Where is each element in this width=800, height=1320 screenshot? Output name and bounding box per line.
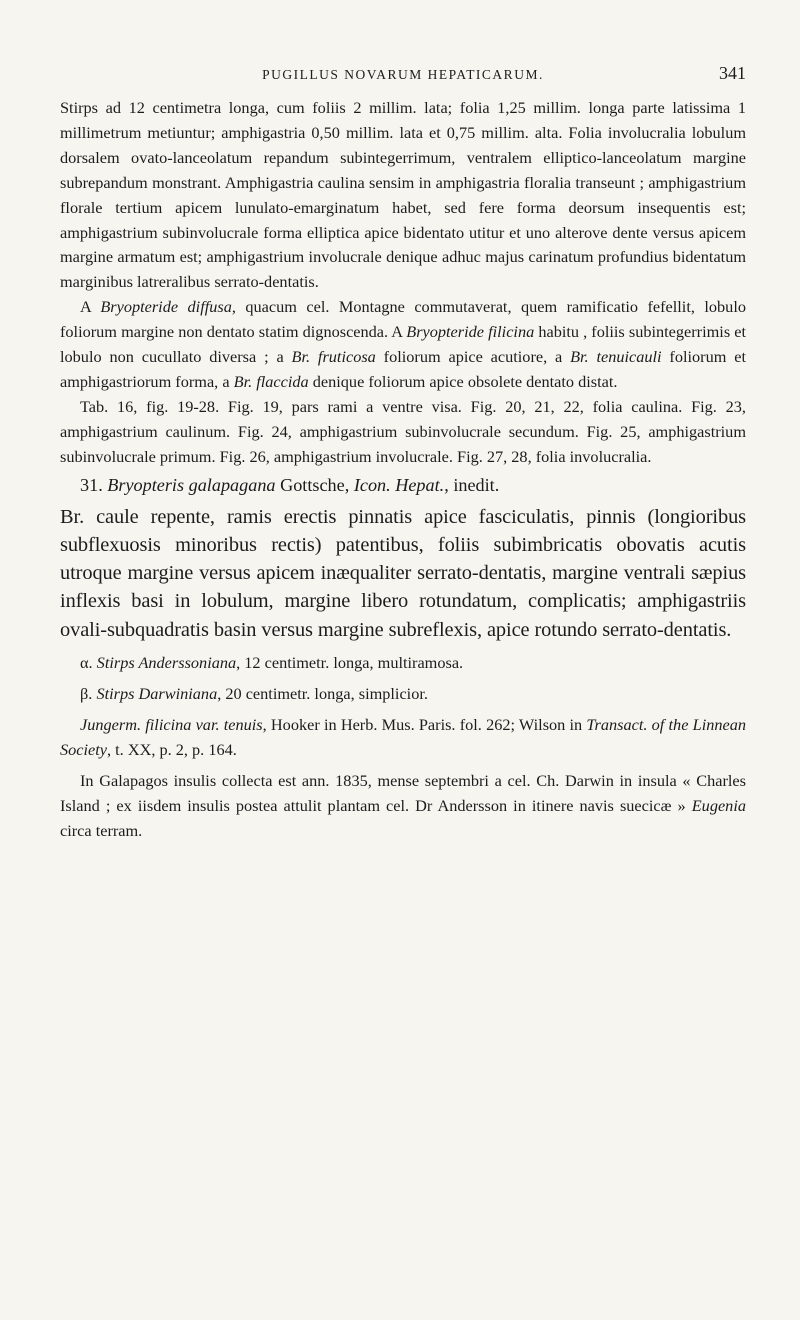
taxon-name: Br. flaccida bbox=[233, 371, 309, 391]
taxon-name: Br. tenuicauli bbox=[570, 347, 662, 367]
page-header bbox=[60, 63, 746, 89]
body-text bbox=[60, 96, 746, 843]
taxon-name: Bryopteride diffusa bbox=[100, 297, 232, 317]
description-paragraph: Stirps ad 12 centimetra longa, cum foliis 2 millim. lata; folia 1,25 millim. longa parte latissima 1 millimetrum metiuntur; amphigastria 0,50 millim. lata et 0,75 millim. alta. Folia involucralia lobulum dorsalem ovato-lanceolatum repandum subintegerrimum, ventralem elliptico-lanceolatum margine subrepandum monstrant. Amphigastria caulina sensim in amphigastria floralia transeunt ; amphigastrium florale tertium apicem lunulato-emarginatum habet, sed fere forma deorsum insequentis est; amphigastrium subinvolucrale forma elliptica apice bidentato utitur et uno alterove dente versus apicem margine armatum est; amphigastrium involucrale denique adhuc majus carinatum profundius bidentatum marginibus latreralibus serrato-dentatis. bbox=[60, 98, 746, 292]
diagnosis-paragraph: Br. caule repente, ramis erectis pinnatis apice fasciculatis, pinnis (longioribus subflexuosis minoribus rectis) patentibus, foliis subimbricatis obovatis acutis utroque margine versus apicem inæqualiter serrato-dentatis, margine ventrali sæpius inflexis basi in lobulum, margine libero rotundatum, complicatis; amphigastriis ovali-subquadratis basin versus margine subreflexis, apice rotundo serrato-dentatis. bbox=[60, 505, 746, 641]
species-reference: Icon. Hepat. bbox=[353, 474, 445, 495]
figure-legend-paragraph: Tab. 16, fig. 19-28. Fig. 19, pars rami a ventre visa. Fig. 20, 21, 22, folia caulina. Fig. 23, amphigastrium caulinum. Fig. 24, amphigastrium subinvolucrale secundum. Fig. 25, amphigastrium subinvolucrale primum. Fig. 26, amphigastrium involucrale. Fig. 27, 28, folia involucralia. bbox=[60, 396, 746, 466]
collection-paragraph: In Galapagos insulis collecta est ann. 1835, mense septembri a cel. Ch. Darwin in insula « Charles Island ; ex iisdem insulis postea attulit plantam cel. Dr Andersson in itinere navis suecicæ » Eugenia circa terram. bbox=[60, 771, 746, 841]
variety-alpha: α. Stirps Anderssoniana, 12 centimetr. longa, multiramosa. bbox=[80, 653, 464, 673]
species-heading bbox=[60, 472, 746, 499]
species-author: Gottsche, bbox=[275, 474, 354, 495]
synonym-paragraph: Jungerm. filicina var. tenuis, Hooker in Herb. Mus. Paris. fol. 262; Wilson in Transact. of the Linnean Society, t. XX, p. 2, p. 164. bbox=[60, 715, 747, 760]
page-number: 341 bbox=[719, 63, 746, 83]
comparison-paragraph: A Bryopteride diffusa, quacum cel. Montagne commutaverat, quem ramificatio fefellit, lobulo foliorum margine non dentato statim dignoscenda. A Bryopteride filicina habitu , foliis subintegerrimis et lobulo non cucullato diversa ; a Br. fruticosa foliorum apice acutiore, a Br. tenuicauli foliorum et amphigastriorum forma, a Br. flaccida denique foliorum apice obsolete dentato distat. bbox=[60, 297, 747, 391]
species-status: , inedit. bbox=[444, 474, 500, 495]
taxon-name: Bryopteride filicina bbox=[406, 322, 535, 342]
species-name: Bryopteris galapagana bbox=[107, 474, 276, 495]
taxon-name: Br. fruticosa bbox=[291, 347, 376, 367]
running-title: PUGILLUS NOVARUM HEPATICARUM. bbox=[262, 67, 544, 82]
notes-section bbox=[60, 650, 746, 843]
variety-beta: β. Stirps Darwiniana, 20 centimetr. longa, simplicior. bbox=[80, 684, 428, 704]
species-number: 31. bbox=[80, 474, 108, 495]
